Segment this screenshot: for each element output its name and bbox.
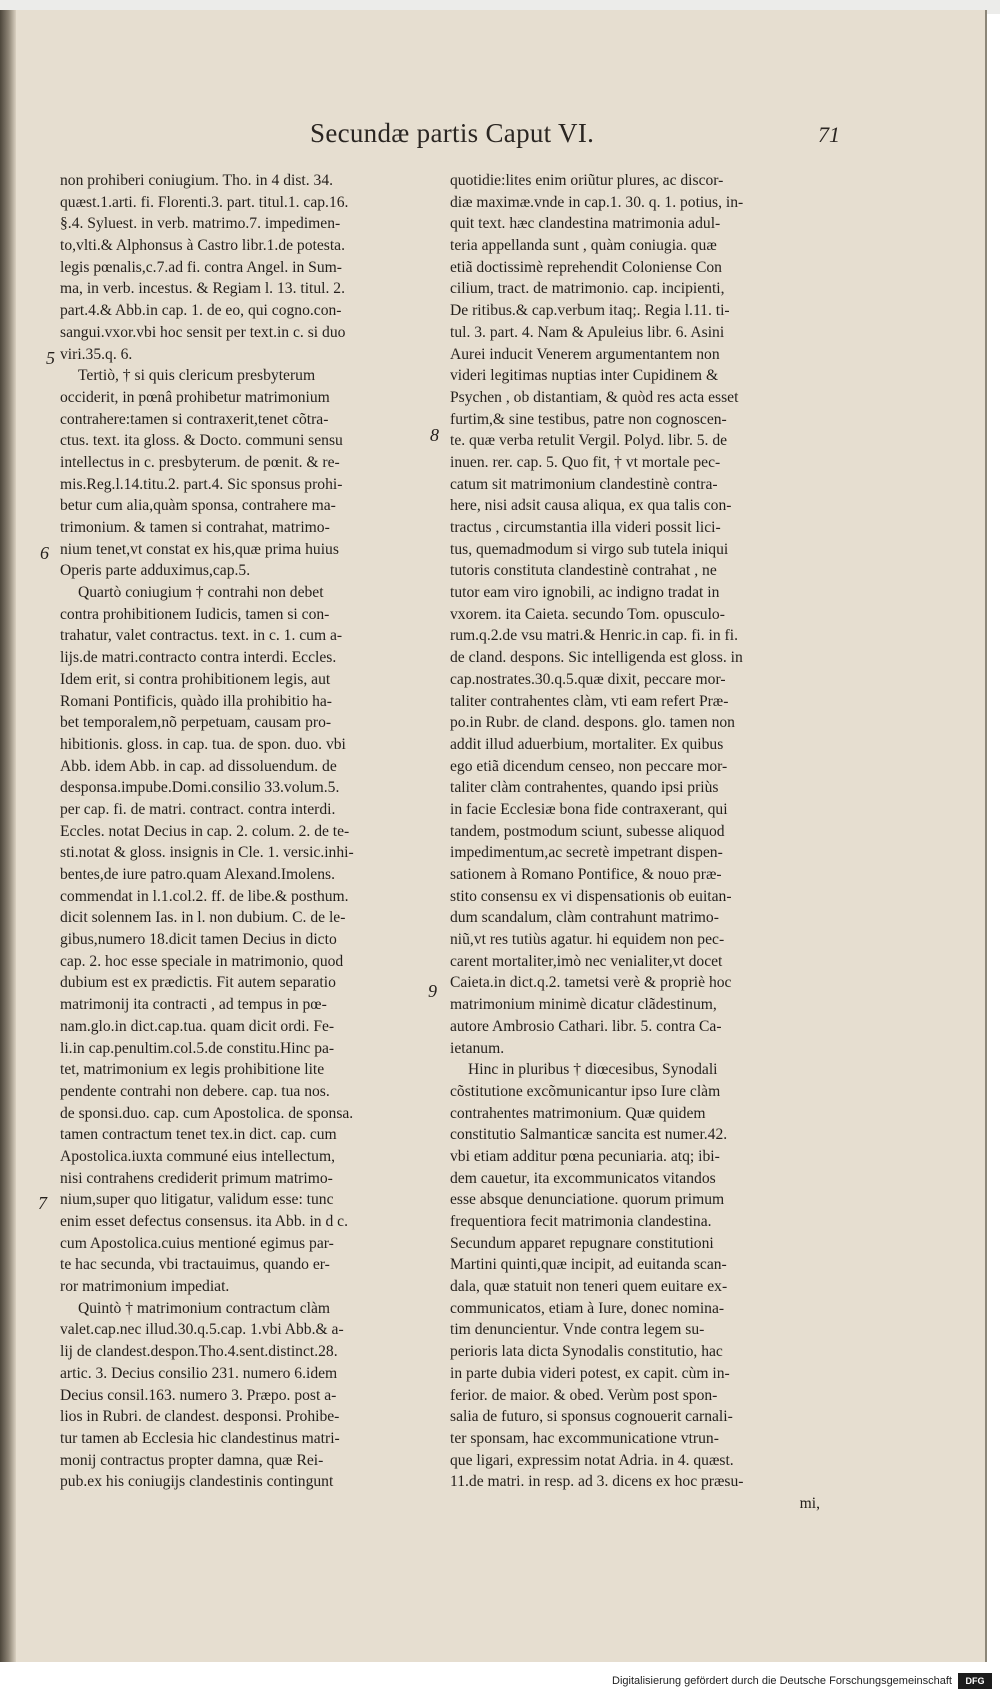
text-line: catum sit matrimonium clandestinè contra- (450, 475, 718, 493)
text-line: ror matrimonium impediat. (60, 1278, 230, 1296)
text-line: nisi contrahens crediderit primum matrimo- (60, 1169, 333, 1187)
text-line: Operis parte adduximus,cap.5. (60, 562, 251, 580)
text-line: ego etiã dicendum censeo, non peccare mor- (450, 757, 728, 775)
text-line: tim denuncientur. Vnde contra legem su- (450, 1321, 705, 1339)
text-line: ietanum. (450, 1039, 505, 1057)
text-line: taliter clàm contrahentes, quando ipsi priùs (450, 779, 719, 797)
text-line: que ligari, expressim notat Adria. in 4. quæst. (450, 1451, 734, 1469)
text-line: esse absque denunciatione. quorum primum (450, 1191, 725, 1209)
text-line: Eccles. notat Decius in cap. 2. colum. 2. de te- (60, 822, 350, 840)
text-line: carent mortaliter,imò nec venialiter,vt docet (450, 952, 723, 970)
text-line: dum scandalum, clàm contrahunt matrimo- (450, 909, 719, 927)
text-line: monij contractus propter damna, quæ Rei- (60, 1451, 324, 1469)
text-line: trahatur, valet contractus. text. in c. 1. cum a- (60, 627, 343, 645)
text-line: nium,super quo litigatur, validum esse: tunc (60, 1191, 334, 1209)
text-line: Apostolica.iuxta communé eius intellectum, (60, 1147, 335, 1165)
text-line: Romani Pontificis, quàdo illa prohibitio ha- (60, 692, 332, 710)
text-line: contrahentes matrimonium. Quæ quidem (450, 1104, 706, 1122)
text-line: Caieta.in dict.q.2. tametsi verè & propriè hoc (450, 974, 732, 992)
text-line: desponsa.impube.Domi.consilio 33.volum.5. (60, 779, 340, 797)
text-line: li.in cap.penultim.col.5.de constitu.Hinc pa- (60, 1039, 335, 1057)
text-line: Quartò coniugium † contrahi non debet (78, 584, 324, 602)
text-line: valet.cap.nec illud.30.q.5.cap. 1.vbi Abb.& a- (60, 1321, 344, 1339)
text-line: quæst.1.arti. fi. Florenti.3. part. titul.1. cap.16. (60, 193, 349, 211)
text-line: bet temporalem,nõ perpetuam, causam pro- (60, 714, 332, 732)
text-line: pendente contrahi non debere. cap. tua nos. (60, 1082, 330, 1100)
text-line: communicatos, etiam à Iure, donec nomina- (450, 1299, 725, 1317)
text-line: enim esset defectus consensus. ita Abb. in d c. (60, 1213, 348, 1230)
text-line: artic. 3. Decius consilio 231. numero 6.idem (60, 1364, 338, 1382)
text-line: non prohiberi coniugium. Tho. in 4 dist. 34. (60, 172, 334, 189)
text-line: de cland. despons. Sic intelligenda est gloss. in (450, 649, 743, 667)
text-line: tul. 3. part. 4. Nam & Apuleius libr. 6. Asini (450, 323, 725, 341)
text-line: mis.Reg.l.14.titu.2. part.4. Sic sponsus prohi- (60, 475, 343, 493)
text-line: sationem à Romano Pontifice, & nouo præ- (450, 866, 722, 883)
text-line: ctus. text. ita gloss. & Docto. communi sensu (60, 432, 343, 450)
text-line: gibus,numero 18.dicit tamen Decius in dicto (60, 931, 337, 949)
text-line: quotidie:lites enim oriũtur plures, ac discor- (450, 172, 724, 189)
text-line: ter sponsam, hac excommunicatione vtrun- (450, 1429, 719, 1447)
text-line: furtim,& sine testibus, patre non cognoscen- (450, 410, 727, 428)
text-line: nium tenet,vt constat ex his,quæ prima huius (60, 540, 339, 558)
running-head: Secundæ partis Caput VI. (310, 118, 595, 148)
text-line: constitutio Salmanticæ sancita est numer.42. (450, 1126, 728, 1144)
text-line: cõstitutione excõmunicantur ipso Iure clàm (450, 1082, 721, 1100)
text-line: lios in Rubri. de clandest. desponsi. Prohibe- (60, 1408, 340, 1426)
text-line: matrimonium minimè dicatur clãdestinum, (450, 996, 717, 1014)
text-line: vxorem. ita Caieta. secundo Tom. opusculo- (450, 605, 725, 623)
text-line: Aurei inducit Venerem argumentantem non (450, 345, 720, 363)
text-line: pub.ex his coniugijs clandestinis contingunt (60, 1473, 334, 1491)
text-line: betur cum alia,quàm sponsa, contrahere ma- (60, 497, 336, 515)
text-line: taliter contrahentes clàm, vti eam refert Præ- (450, 692, 729, 710)
text-line: inuen. rer. cap. 5. Quo fit, † vt mortale pec- (450, 453, 721, 471)
text-line: occiderit, in pœnâ prohibetur matrimonium (60, 388, 330, 406)
text-line: cum Apostolica.cuius mentioné egimus par- (60, 1234, 334, 1252)
text-line: salia de futuro, si sponsus cognouerit carnali- (450, 1408, 733, 1426)
text-line: in facie Ecclesiæ bona fide contraxerant, qui (450, 800, 728, 818)
text-line: diæ maximæ.vnde in cap.1. 30. q. 1. potius, in- (450, 193, 744, 211)
text-line: per cap. fi. de matri. contract. contra interdi. (60, 800, 336, 818)
text-line: matrimonij ita contracti , ad tempus in pœ- (60, 996, 327, 1014)
text-line: tractus , circumstantia illa videri possit lici- (450, 519, 721, 536)
right-text-column (450, 170, 820, 1515)
text-line: sti.notat & gloss. insignis in Cle. 1. versic.inhi- (60, 844, 354, 862)
text-line: part.4.& Abb.in cap. 1. de eo, qui cogno.con- (60, 302, 342, 320)
text-line: quit text. hæc clandestina matrimonia adul- (450, 215, 721, 233)
text-line: tus, quemadmodum si virgo sub tutela iniqui (450, 540, 729, 558)
text-line: videri legitimas nuptias inter Cupidinem & (450, 367, 719, 385)
text-line: De ritibus.& cap.verbum itaq;. Regia l.11. ti- (450, 302, 730, 320)
text-line: 11.de matri. in resp. ad 3. dicens ex hoc præsu- (450, 1473, 744, 1491)
margin-number-8: 8 (430, 425, 439, 445)
text-line: legis pœnalis,c.7.ad fi. contra Angel. in Sum- (60, 258, 342, 276)
text-line: addit illud aduerbium, mortaliter. Ex quibus (450, 735, 724, 753)
text-line: Hinc in pluribus † diœcesibus, Synodali (468, 1061, 718, 1079)
text-line: frequentiora fecit matrimonia clandestina. (450, 1213, 712, 1230)
text-line: dubium est ex prædictis. Fit autem separatio (60, 974, 336, 992)
text-line: mi, (799, 1494, 820, 1512)
margin-number-6: 6 (40, 543, 49, 563)
text-line: to,vlti.& Alphonsus à Castro libr.1.de potesta. (60, 237, 346, 255)
text-line: viri.35.q. 6. (60, 345, 133, 363)
text-line: tutor eam viro ignobili, ac indigno tradat in (450, 584, 720, 602)
text-line: Psychen , ob distantiam, & quòd res acta esset (450, 388, 739, 406)
text-line: commendat in l.1.col.2. ff. de libe.& posthum. (60, 887, 349, 905)
margin-number-5: 5 (46, 348, 55, 368)
text-line: vbi etiam additur pœna pecuniaria. atq; ibi- (450, 1147, 720, 1165)
text-line: Secundum apparet repugnare constitutioni (450, 1234, 714, 1252)
text-line: rum.q.2.de vsu matri.& Henric.in cap. fi. in fi. (450, 627, 738, 645)
dfg-logo: DFG (958, 1673, 992, 1689)
dfg-credit-text: Digitalisierung gefördert durch die Deutsche Forschungsgemeinschaft (612, 1675, 952, 1687)
text-line: tur tamen ab Ecclesia hic clandestinus matri- (60, 1429, 340, 1447)
text-line: etiã doctissimè reprehendit Coloniense Con (450, 258, 722, 276)
text-line: Quintò † matrimonium contractum clàm (78, 1299, 331, 1317)
text-line: dem cauetur, ita excommunicatos vitandos (450, 1169, 716, 1187)
text-line: contrahere:tamen si contraxerit,tenet cõtra- (60, 410, 329, 428)
text-line: ma, in verb. incestus. & Regiam l. 13. titul. 2. (60, 280, 345, 298)
text-line: Martini quinti,quæ incipit, ad euitanda scan- (450, 1256, 727, 1274)
text-line: Abb. idem Abb. in cap. ad dissoluendum. de (60, 757, 337, 775)
left-text-column (60, 170, 430, 1493)
text-line: nam.glo.in dict.cap.tua. quam dicit ordi. Fe- (60, 1017, 335, 1035)
margin-number-9: 9 (428, 981, 437, 1001)
text-line: niũ,vt res tutiùs agatur. hi equidem non pec- (450, 931, 725, 949)
text-line: trimonium. & tamen si contrahat, matrimo- (60, 519, 330, 536)
text-line: perioris lata dicta Synodalis constitutio, hac (450, 1343, 723, 1361)
text-line: teria appellanda sunt , quàm coniugia. quæ (450, 237, 717, 255)
book-page (0, 10, 987, 1662)
text-line: te hac secunda, vbi tractauimus, quando er- (60, 1256, 330, 1274)
text-line: autore Ambrosio Cathari. libr. 5. contra Ca- (450, 1017, 722, 1035)
digitization-footer (0, 1662, 1000, 1695)
text-line: intellectus in c. presbyterum. de pœnit. & re- (60, 453, 340, 471)
text-line: bentes,de iure patro.quam Alexand.Imolens. (60, 866, 335, 883)
text-line: Idem erit, si contra prohibitionem legis, aut (60, 670, 331, 688)
text-line: here, nisi adsit causa aliqua, ex qua talis con- (450, 497, 732, 515)
text-line: §.4. Syluest. in verb. matrimo.7. impedimen- (60, 215, 341, 233)
text-line: sangui.vxor.vbi hoc sensit per text.in c. si duo (60, 323, 346, 341)
margin-number-7: 7 (38, 1193, 47, 1213)
text-line: Tertiò, † si quis clericum presbyterum (78, 367, 316, 385)
page-number: 71 (818, 122, 840, 147)
text-line: dala, quæ statuit non teneri quem euitare ex- (450, 1278, 728, 1296)
text-line: ferior. de maior. & obed. Verùm post spon- (450, 1386, 718, 1404)
text-line: hibitionis. gloss. in cap. tua. de spon. duo. vbi (60, 735, 346, 753)
text-line: impedimentum,ac secretè impetrant dispen- (450, 844, 723, 862)
text-line: tamen contractum tenet tex.in dict. cap. cum (60, 1126, 337, 1144)
text-line: in parte dubia videri potest, ex capit. cùm in- (450, 1364, 730, 1382)
text-line: de sponsi.duo. cap. cum Apostolica. de sponsa. (60, 1104, 354, 1122)
page-binding-shadow (0, 10, 16, 1662)
text-line: lijs.de matri.contracto contra interdi. Eccles. (60, 649, 337, 667)
text-line: cap.nostrates.30.q.5.quæ dixit, peccare mor- (450, 670, 726, 688)
text-line: te. quæ verba retulit Vergil. Polyd. libr. 5. de (450, 432, 728, 450)
text-line: cilium, tract. de matrimonio. cap. incipienti, (450, 280, 725, 298)
text-line: po.in Rubr. de cland. despons. glo. tamen non (450, 714, 735, 732)
page-header (310, 118, 840, 158)
text-line: dicit solennem Ias. in l. non dubium. C. de le- (60, 909, 346, 927)
text-line: lij de clandest.despon.Tho.4.sent.distinct.28. (60, 1343, 338, 1361)
text-line: tutoris constituta clandestinè contrahat , ne (450, 562, 717, 580)
text-line: tandem, postmodum sciunt, subesse aliquod (450, 822, 725, 840)
text-line: contra prohibitionem Iudicis, tamen si con- (60, 605, 330, 623)
text-line: cap. 2. hoc esse speciale in matrimonio, quod (60, 952, 344, 970)
text-line: tet, matrimonium ex legis prohibitione lite (60, 1061, 325, 1079)
text-line: stito consensu ex vi dispensationis ob euitan- (450, 887, 732, 905)
text-line: Decius consil.163. numero 3. Præpo. post a- (60, 1386, 337, 1404)
